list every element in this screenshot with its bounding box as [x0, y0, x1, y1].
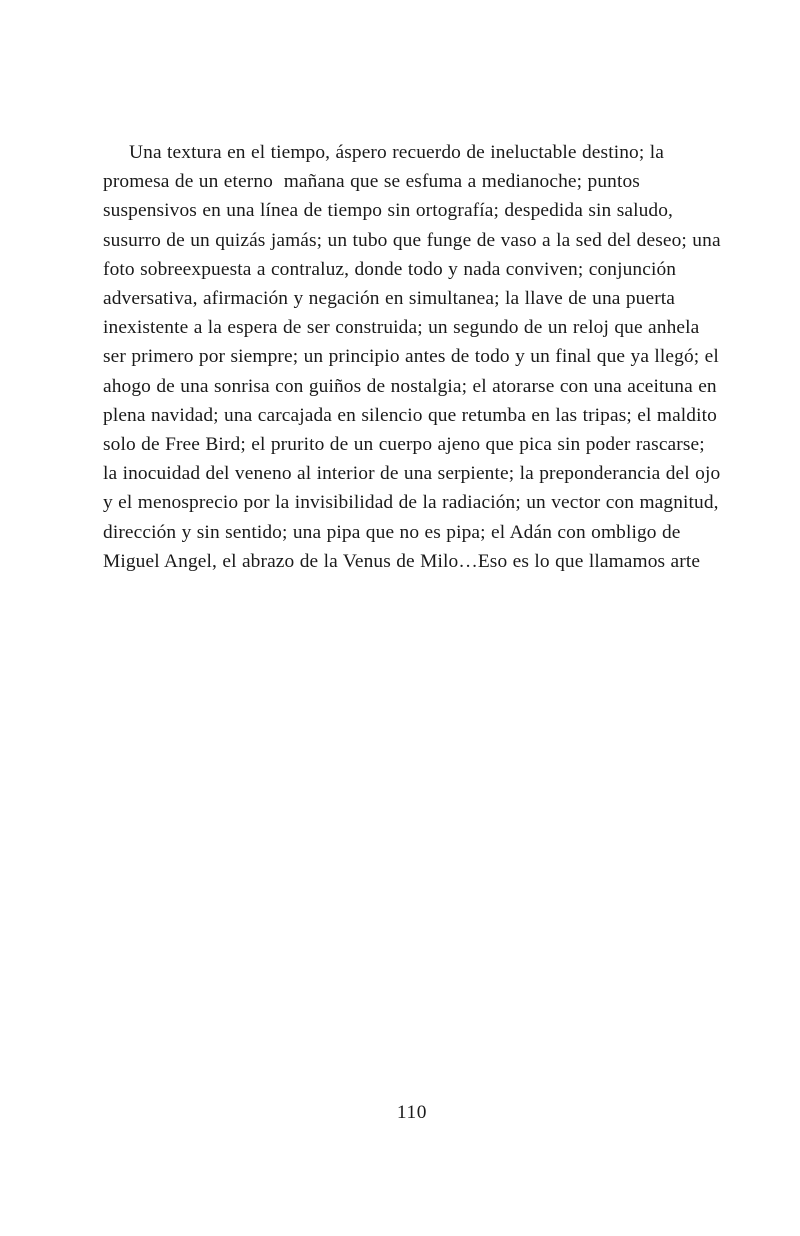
body-paragraph: Una textura en el tiempo, áspero recuerdo de ineluctable destino; la promesa de un eterno mañana que se esfuma a medianoche; puntos suspensivos en una línea de tiempo sin ortografía; despedida sin saludo, susurro de un quizás jamás; un tubo que funge de vaso a la sed del deseo; una foto sobreexpuesta a contraluz, donde todo y nada conviven; conjunción adversativa, afirmación y negación en simultanea; la llave de una puerta inexistente a la espera de ser construida; un segundo de un reloj que anhela ser primero por siempre; un principio antes de todo y un final que ya llegó; el ahogo de una sonrisa con guiños de nostalgia; el atorarse con una aceituna en plena navidad; una carcajada en silencio que retumba en las tripas; el maldito solo de Free Bird; el prurito de un cuerpo ajeno que pica sin poder rascarse; la inocuidad del veneno al interior de una serpiente; la preponderancia del ojo y el menosprecio por la invisibilidad de la radiación; un vector con magnitud, dirección y sin sentido; una pipa que no es pipa; el Adán con ombligo de Miguel Angel, el abrazo de la Venus de Milo…Eso es lo que llamamos arte	[103, 142, 727, 572]
body-text-block	[103, 138, 727, 576]
page-number: 110	[396, 1102, 428, 1123]
